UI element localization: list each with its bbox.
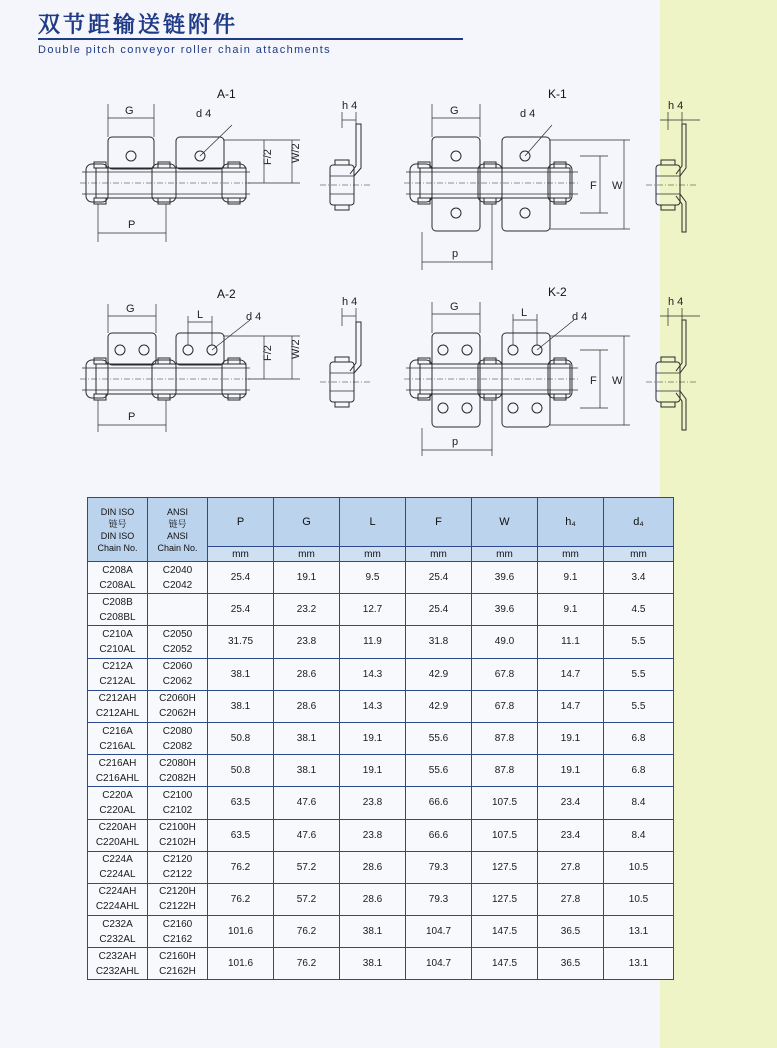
cell-p: 25.4 bbox=[208, 594, 274, 626]
ansi-label-en: Chain No. bbox=[157, 542, 198, 553]
chain-no-line: C208BL bbox=[99, 611, 136, 623]
cell-l: 23.8 bbox=[340, 787, 406, 819]
cell-f: 79.3 bbox=[406, 883, 472, 915]
dim-g: G bbox=[125, 105, 134, 117]
unit-cell: mm bbox=[538, 547, 604, 562]
cell-h4: 27.8 bbox=[538, 883, 604, 915]
dim-d4: d 4 bbox=[572, 311, 588, 323]
cell-g: 23.2 bbox=[274, 594, 340, 626]
cell-w: 67.8 bbox=[472, 658, 538, 690]
diagram-label-k2: K-2 bbox=[548, 285, 567, 299]
chain-no-line: C2042 bbox=[162, 579, 193, 591]
cell-d4: 10.5 bbox=[604, 851, 674, 883]
cell-p: 50.8 bbox=[208, 755, 274, 787]
chain-no-line: C224AHL bbox=[95, 901, 140, 913]
din-chain-no bbox=[88, 755, 148, 787]
table-row bbox=[88, 787, 674, 819]
spec-table-body bbox=[88, 562, 674, 980]
cell-f: 104.7 bbox=[406, 916, 472, 948]
cell-h4: 27.8 bbox=[538, 851, 604, 883]
table-row bbox=[88, 722, 674, 754]
cell-p: 63.5 bbox=[208, 787, 274, 819]
chain-no-line: C2160H bbox=[159, 950, 196, 962]
cell-h4: 9.1 bbox=[538, 562, 604, 594]
chain-no-line bbox=[148, 610, 207, 625]
ansi-chain-no bbox=[148, 883, 208, 915]
cell-f: 42.9 bbox=[406, 690, 472, 722]
table-row bbox=[88, 819, 674, 851]
chain-no-line: C2122 bbox=[162, 869, 193, 881]
dim-w: W bbox=[612, 180, 623, 192]
chain-no-line: C212AH bbox=[98, 693, 137, 705]
cell-h4: 14.7 bbox=[538, 658, 604, 690]
cell-f: 25.4 bbox=[406, 594, 472, 626]
chain-no-line: C232AH bbox=[98, 950, 137, 962]
chain-no-line: C2080 bbox=[162, 725, 193, 737]
din-chain-no bbox=[88, 883, 148, 915]
cell-h4: 11.1 bbox=[538, 626, 604, 658]
dim-g: G bbox=[450, 105, 459, 117]
dim-w2: W/2 bbox=[290, 143, 302, 163]
dim-d4: d 4 bbox=[520, 108, 536, 120]
cell-w: 147.5 bbox=[472, 916, 538, 948]
dim-l: L bbox=[521, 307, 528, 319]
din-chain-no bbox=[88, 948, 148, 980]
cell-g: 38.1 bbox=[274, 722, 340, 754]
cell-h4: 9.1 bbox=[538, 594, 604, 626]
chain-no-line: C2100H bbox=[159, 822, 196, 834]
cell-l: 12.7 bbox=[340, 594, 406, 626]
attachment-plate bbox=[108, 137, 154, 169]
col-l: L bbox=[340, 498, 406, 547]
page-title-cn: 双节距输送链附件 bbox=[38, 13, 239, 38]
din-label: DIN ISO bbox=[100, 530, 135, 541]
ansi-label-cn: 链号 bbox=[168, 518, 187, 529]
chain-no-line: C210A bbox=[102, 628, 133, 640]
cell-g: 47.6 bbox=[274, 787, 340, 819]
cell-d4: 10.5 bbox=[604, 883, 674, 915]
cell-d4: 3.4 bbox=[604, 562, 674, 594]
cell-l: 19.1 bbox=[340, 722, 406, 754]
chain-no-line: C216AL bbox=[99, 740, 136, 752]
chain-no-line: C232AL bbox=[99, 933, 136, 945]
unit-cell: mm bbox=[274, 547, 340, 562]
cell-p: 50.8 bbox=[208, 722, 274, 754]
unit-cell: mm bbox=[604, 547, 674, 562]
cell-w: 107.5 bbox=[472, 819, 538, 851]
dim-h4: h 4 bbox=[342, 100, 358, 112]
cell-l: 23.8 bbox=[340, 819, 406, 851]
cell-h4: 36.5 bbox=[538, 948, 604, 980]
cell-d4: 8.4 bbox=[604, 787, 674, 819]
din-chain-no bbox=[88, 594, 148, 626]
cell-l: 38.1 bbox=[340, 916, 406, 948]
ansi-chain-no bbox=[148, 787, 208, 819]
cell-g: 28.6 bbox=[274, 658, 340, 690]
din-chain-no bbox=[88, 722, 148, 754]
chain-no-line bbox=[148, 595, 207, 610]
cell-l: 38.1 bbox=[340, 948, 406, 980]
cell-g: 47.6 bbox=[274, 819, 340, 851]
dim-g: G bbox=[126, 303, 135, 315]
attachment-bracket bbox=[350, 124, 361, 176]
dim-w2: W/2 bbox=[290, 339, 302, 359]
attachment-plate bbox=[176, 137, 224, 169]
dim-f: F bbox=[590, 375, 597, 387]
table-row bbox=[88, 690, 674, 722]
din-chain-no bbox=[88, 819, 148, 851]
cell-d4: 4.5 bbox=[604, 594, 674, 626]
chain-no-line: C208A bbox=[102, 564, 133, 576]
ansi-label: ANSI bbox=[166, 530, 188, 541]
chain-no-line: C2120H bbox=[159, 886, 196, 898]
cell-w: 87.8 bbox=[472, 722, 538, 754]
ansi-chain-no bbox=[148, 851, 208, 883]
unit-cell: mm bbox=[340, 547, 406, 562]
chain-no-line: C232A bbox=[102, 918, 133, 930]
chain-no-line: C2082H bbox=[159, 772, 196, 784]
chain-no-line: C216AH bbox=[98, 757, 137, 769]
dim-w: W bbox=[612, 375, 623, 387]
chain-no-line: C232AHL bbox=[95, 965, 140, 977]
cell-g: 23.8 bbox=[274, 626, 340, 658]
cell-p: 38.1 bbox=[208, 658, 274, 690]
cell-l: 14.3 bbox=[340, 658, 406, 690]
chain-no-line: C208B bbox=[102, 596, 133, 608]
col-f: F bbox=[406, 498, 472, 547]
din-label: DIN ISO bbox=[100, 506, 135, 517]
table-row bbox=[88, 626, 674, 658]
chain-no-line: C224AL bbox=[99, 869, 136, 881]
dim-d4: d 4 bbox=[196, 108, 212, 120]
cell-p: 63.5 bbox=[208, 819, 274, 851]
cell-w: 39.6 bbox=[472, 562, 538, 594]
chain-no-line: C2062H bbox=[159, 708, 196, 720]
chain-no-line: C220A bbox=[102, 789, 133, 801]
unit-cell: mm bbox=[406, 547, 472, 562]
chain-no-line: C2120 bbox=[162, 854, 193, 866]
diagram-a2 bbox=[80, 287, 370, 432]
dim-f: F bbox=[590, 180, 597, 192]
din-chain-no bbox=[88, 626, 148, 658]
table-row bbox=[88, 594, 674, 626]
chain-no-line: C2162 bbox=[162, 933, 193, 945]
din-chain-no bbox=[88, 851, 148, 883]
col-ansi bbox=[148, 498, 208, 562]
dim-p: P bbox=[128, 219, 136, 231]
spec-table bbox=[87, 497, 674, 980]
ansi-chain-no bbox=[148, 626, 208, 658]
chain-no-line: C220AHL bbox=[95, 837, 140, 849]
cell-l: 14.3 bbox=[340, 690, 406, 722]
page-title-en: Double pitch conveyor roller chain attachments bbox=[38, 44, 332, 56]
col-din bbox=[88, 498, 148, 562]
dim-g: G bbox=[450, 301, 459, 313]
chain-no-line: C210AL bbox=[99, 643, 136, 655]
din-label-cn: 链号 bbox=[108, 518, 127, 529]
dim-h4: h 4 bbox=[668, 100, 684, 112]
chain-no-line: C212AHL bbox=[95, 708, 140, 720]
diagram-label-a2: A-2 bbox=[217, 287, 236, 301]
chain-no-line: C212AL bbox=[99, 676, 136, 688]
dim-l: L bbox=[197, 309, 204, 321]
din-chain-no bbox=[88, 658, 148, 690]
table-row bbox=[88, 883, 674, 915]
chain-no-line: C224AH bbox=[98, 886, 137, 898]
table-row bbox=[88, 948, 674, 980]
ansi-chain-no bbox=[148, 755, 208, 787]
cell-f: 55.6 bbox=[406, 755, 472, 787]
cell-g: 19.1 bbox=[274, 562, 340, 594]
din-label-en: Chain No. bbox=[97, 542, 138, 553]
cell-w: 87.8 bbox=[472, 755, 538, 787]
cell-f: 79.3 bbox=[406, 851, 472, 883]
chain-no-line: C2122H bbox=[159, 901, 196, 913]
chain-no-line: C216A bbox=[102, 725, 133, 737]
chain-no-line: C2102 bbox=[162, 804, 193, 816]
chain-no-line: C216AHL bbox=[95, 772, 140, 784]
diagram-k2 bbox=[404, 285, 700, 456]
cell-h4: 23.4 bbox=[538, 819, 604, 851]
ansi-chain-no bbox=[148, 562, 208, 594]
cell-h4: 19.1 bbox=[538, 722, 604, 754]
cell-h4: 19.1 bbox=[538, 755, 604, 787]
cell-d4: 8.4 bbox=[604, 819, 674, 851]
chain-no-line: C220AH bbox=[98, 822, 137, 834]
chain-no-line: C2060 bbox=[162, 661, 193, 673]
chain-no-line: C2080H bbox=[159, 757, 196, 769]
table-row bbox=[88, 755, 674, 787]
cell-w: 127.5 bbox=[472, 883, 538, 915]
cell-g: 28.6 bbox=[274, 690, 340, 722]
cell-w: 67.8 bbox=[472, 690, 538, 722]
dim-p: P bbox=[128, 411, 136, 423]
unit-cell: mm bbox=[208, 547, 274, 562]
chain-no-line: C2040 bbox=[162, 564, 193, 576]
chain-no-line: C224A bbox=[102, 854, 133, 866]
dim-p: p bbox=[452, 436, 459, 448]
cell-p: 101.6 bbox=[208, 948, 274, 980]
cell-g: 76.2 bbox=[274, 948, 340, 980]
cell-l: 11.9 bbox=[340, 626, 406, 658]
chain-no-line: C2050 bbox=[162, 628, 193, 640]
cell-l: 19.1 bbox=[340, 755, 406, 787]
chain-no-line: C2052 bbox=[162, 643, 193, 655]
table-row bbox=[88, 562, 674, 594]
cell-f: 42.9 bbox=[406, 658, 472, 690]
cell-w: 49.0 bbox=[472, 626, 538, 658]
dim-f2: F/2 bbox=[262, 345, 274, 361]
cell-f: 31.8 bbox=[406, 626, 472, 658]
din-chain-no bbox=[88, 690, 148, 722]
cell-f: 104.7 bbox=[406, 948, 472, 980]
dim-d4: d 4 bbox=[246, 311, 262, 323]
chain-no-line: C212A bbox=[102, 661, 133, 673]
chain-no-line: C2060H bbox=[159, 693, 196, 705]
ansi-chain-no bbox=[148, 690, 208, 722]
chain-no-line: C2100 bbox=[162, 789, 193, 801]
ansi-chain-no bbox=[148, 819, 208, 851]
cell-h4: 36.5 bbox=[538, 916, 604, 948]
unit-cell: mm bbox=[472, 547, 538, 562]
ansi-chain-no bbox=[148, 658, 208, 690]
cell-h4: 14.7 bbox=[538, 690, 604, 722]
cell-f: 66.6 bbox=[406, 787, 472, 819]
diagram-label-a1: A-1 bbox=[217, 87, 236, 101]
cell-f: 66.6 bbox=[406, 819, 472, 851]
cell-p: 38.1 bbox=[208, 690, 274, 722]
cell-p: 25.4 bbox=[208, 562, 274, 594]
cell-d4: 13.1 bbox=[604, 916, 674, 948]
chain-no-line: C2062 bbox=[162, 676, 193, 688]
cell-p: 31.75 bbox=[208, 626, 274, 658]
cell-w: 147.5 bbox=[472, 948, 538, 980]
cell-d4: 13.1 bbox=[604, 948, 674, 980]
cell-l: 28.6 bbox=[340, 851, 406, 883]
din-chain-no bbox=[88, 562, 148, 594]
chain-no-line: C2082 bbox=[162, 740, 193, 752]
chain-no-line: C2102H bbox=[159, 837, 196, 849]
chain-no-line: C208AL bbox=[99, 579, 136, 591]
cell-w: 107.5 bbox=[472, 787, 538, 819]
cell-h4: 23.4 bbox=[538, 787, 604, 819]
cell-d4: 5.5 bbox=[604, 658, 674, 690]
dim-h4: h 4 bbox=[668, 296, 684, 308]
cell-g: 57.2 bbox=[274, 851, 340, 883]
diagram-k1 bbox=[404, 87, 700, 270]
cell-d4: 6.8 bbox=[604, 755, 674, 787]
table-row bbox=[88, 916, 674, 948]
cell-d4: 5.5 bbox=[604, 690, 674, 722]
cell-w: 127.5 bbox=[472, 851, 538, 883]
cell-l: 9.5 bbox=[340, 562, 406, 594]
cell-g: 38.1 bbox=[274, 755, 340, 787]
dim-p: p bbox=[452, 248, 459, 260]
ansi-chain-no bbox=[148, 948, 208, 980]
cell-p: 101.6 bbox=[208, 916, 274, 948]
dim-f2: F/2 bbox=[262, 149, 274, 165]
chain-no-line: C220AL bbox=[99, 804, 136, 816]
ansi-label: ANSI bbox=[166, 506, 188, 517]
cell-w: 39.6 bbox=[472, 594, 538, 626]
cell-g: 76.2 bbox=[274, 916, 340, 948]
attachment-diagrams bbox=[0, 0, 777, 490]
cell-d4: 5.5 bbox=[604, 626, 674, 658]
cell-d4: 6.8 bbox=[604, 722, 674, 754]
cell-l: 28.6 bbox=[340, 883, 406, 915]
cell-f: 55.6 bbox=[406, 722, 472, 754]
ansi-chain-no bbox=[148, 916, 208, 948]
table-row bbox=[88, 658, 674, 690]
col-d4: d₄ bbox=[604, 498, 674, 547]
col-g: G bbox=[274, 498, 340, 547]
cell-f: 25.4 bbox=[406, 562, 472, 594]
dim-h4: h 4 bbox=[342, 296, 358, 308]
table-row bbox=[88, 851, 674, 883]
diagram-a1 bbox=[80, 87, 370, 242]
ansi-chain-no bbox=[148, 594, 208, 626]
din-chain-no bbox=[88, 787, 148, 819]
cell-p: 76.2 bbox=[208, 883, 274, 915]
col-h4: h₄ bbox=[538, 498, 604, 547]
ansi-chain-no bbox=[148, 722, 208, 754]
col-w: W bbox=[472, 498, 538, 547]
chain-no-line: C2160 bbox=[162, 918, 193, 930]
diagram-label-k1: K-1 bbox=[548, 87, 567, 101]
din-chain-no bbox=[88, 916, 148, 948]
cell-p: 76.2 bbox=[208, 851, 274, 883]
chain-no-line: C2162H bbox=[159, 965, 196, 977]
cell-g: 57.2 bbox=[274, 883, 340, 915]
col-p: P bbox=[208, 498, 274, 547]
